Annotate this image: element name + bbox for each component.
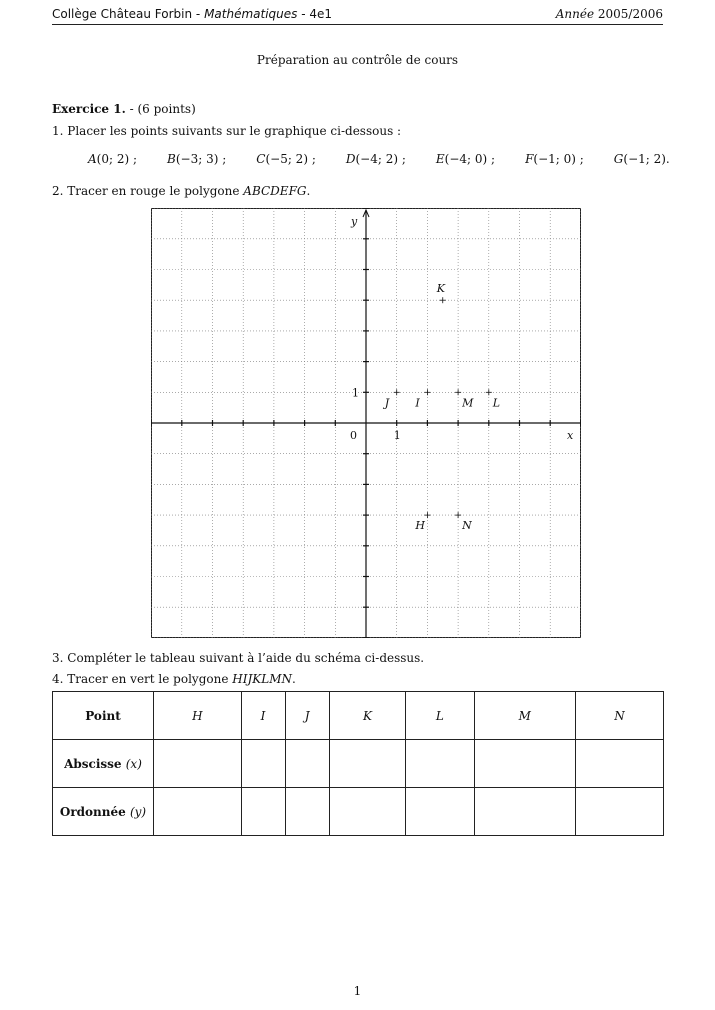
point-def-e: E(−4; 0) ;: [435, 152, 496, 166]
ordinate-cell-m[interactable]: [474, 788, 576, 836]
exercise-number: Exercice 1.: [52, 102, 126, 116]
point-def-f: F(−1; 0) ;: [525, 152, 584, 166]
abscissa-cell-m[interactable]: [474, 740, 576, 788]
table-header-l: L: [406, 692, 475, 740]
table-row-ordinate: [53, 788, 664, 836]
page-header-left: Collège Château Forbin - Mathématiques - 4e1: [52, 7, 333, 21]
year-label: Année: [555, 7, 595, 21]
school-year: 2005/2006: [597, 7, 663, 21]
polygon-abcdefg: ABCDEFG: [243, 184, 307, 198]
table-row-abscissa: [53, 740, 664, 788]
point-def-a: A(0; 2) ;: [88, 152, 138, 166]
table-header-ordinate: Ordonnée (y): [53, 788, 154, 836]
y-axis-label: y: [351, 215, 358, 228]
point-def-g: G(−1; 2).: [613, 152, 670, 166]
exercise-title: Exercice 1. - (6 points): [52, 102, 196, 116]
point-def-b: B(−3; 3) ;: [167, 152, 227, 166]
table-header-point: Point: [53, 692, 154, 740]
ordinate-cell-l[interactable]: [406, 788, 475, 836]
ordinate-cell-j[interactable]: [285, 788, 329, 836]
table-row-points: [53, 692, 664, 740]
header-rule: [52, 24, 663, 25]
school-name: Collège Château Forbin: [52, 7, 193, 21]
x-axis-label: x: [567, 429, 574, 442]
origin-label: 0: [350, 429, 357, 442]
page-subtitle: Préparation au contrôle de cours: [256, 53, 459, 67]
point-label-m: M: [462, 396, 474, 410]
abscissa-cell-j[interactable]: [285, 740, 329, 788]
question-2: 2. Tracer en rouge le polygone ABCDEFG.: [52, 184, 311, 198]
point-def-d: D(−4; 2) ;: [345, 152, 406, 166]
question-3: 3. Compléter le tableau suivant à l’aide du schéma ci-dessus.: [52, 651, 425, 665]
class-name: 4e1: [309, 7, 333, 21]
table-header-n: N: [576, 692, 664, 740]
point-label-k: K: [436, 282, 445, 296]
table-header-h: H: [154, 692, 242, 740]
coordinates-table: [52, 691, 664, 836]
ordinate-cell-h[interactable]: [154, 788, 242, 836]
question-1: 1. Placer les points suivants sur le graphique ci-dessous :: [52, 124, 402, 138]
abscissa-cell-i[interactable]: [241, 740, 285, 788]
ordinate-cell-n[interactable]: [576, 788, 664, 836]
ordinate-cell-i[interactable]: [241, 788, 285, 836]
point-list: [88, 152, 670, 166]
point-label-l: L: [492, 396, 501, 410]
point-label-i: I: [415, 396, 420, 410]
polygon-hijklmn: HIJKLMN: [232, 672, 293, 686]
table-header-m: M: [474, 692, 576, 740]
table-header-k: K: [329, 692, 405, 740]
table-header-j: J: [285, 692, 329, 740]
point-label-h: H: [415, 519, 425, 533]
page-number: 1: [353, 984, 362, 998]
x-unit-label: 1: [393, 429, 401, 442]
abscissa-cell-h[interactable]: [154, 740, 242, 788]
abscissa-cell-n[interactable]: [576, 740, 664, 788]
point-label-j: J: [384, 396, 390, 410]
abscissa-cell-l[interactable]: [406, 740, 475, 788]
coordinate-graph: [151, 208, 581, 638]
question-4: 4. Tracer en vert le polygone HIJKLMN.: [52, 672, 296, 686]
point-def-c: C(−5; 2) ;: [256, 152, 316, 166]
y-unit-label: 1: [352, 386, 359, 400]
abscissa-cell-k[interactable]: [329, 740, 405, 788]
exercise-points: (6 points): [137, 102, 196, 116]
page-header-right: [556, 7, 663, 21]
subject-name: Mathématiques: [204, 7, 298, 21]
table-header-i: I: [241, 692, 285, 740]
point-label-n: N: [462, 519, 472, 533]
table-header-abscissa: Abscisse (x): [53, 740, 154, 788]
ordinate-cell-k[interactable]: [329, 788, 405, 836]
